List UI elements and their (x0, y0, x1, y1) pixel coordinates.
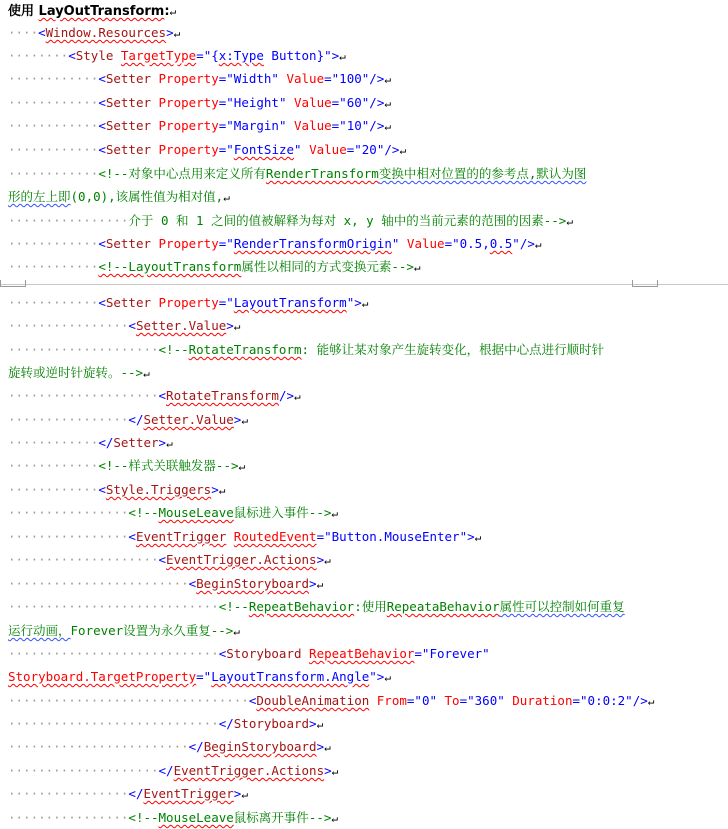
code-token: /> (519, 236, 535, 251)
indent-dots: ···················· (8, 388, 159, 403)
code-token: EventTrigger.Actions (166, 552, 317, 567)
code-token: Value (294, 118, 332, 133)
code-token: Storyboard (233, 716, 310, 731)
paragraph-mark-icon: ↵ (534, 238, 542, 251)
indent-dots: ················ (8, 412, 129, 427)
paragraph-mark-icon: ↵ (294, 390, 301, 403)
code-token: Property (158, 71, 219, 86)
code-token: ="0.5, (444, 236, 490, 251)
code-token: < (218, 646, 227, 661)
indent-dots: ············ (8, 71, 99, 86)
paragraph-mark-icon: ↵ (169, 5, 177, 18)
code-token: > (354, 295, 362, 310)
code-token: </ (128, 786, 144, 801)
paragraph-mark-icon: ↵ (384, 97, 391, 110)
code-token: : 能够让某对象产生旋转变化，根据中心点进行顺时针 (301, 342, 605, 357)
indent-dots: ········ (8, 48, 69, 63)
code-token: > (324, 763, 332, 778)
code-token: RoutedEvent (233, 529, 317, 544)
paragraph-mark-icon: ↵ (413, 261, 421, 274)
code-token: < (128, 529, 136, 544)
code-token: Setter.Value (135, 318, 227, 333)
paragraph-mark-icon: ↵ (316, 578, 324, 591)
code-token: < (98, 236, 106, 251)
code-token: EventTrigger.Actions (173, 763, 325, 778)
code-token: 属性以相同的方式变换元素--> (241, 259, 414, 274)
code-line (8, 574, 722, 594)
code-token: > (233, 412, 242, 427)
indent-dots: ···· (8, 25, 39, 40)
paragraph-mark-icon: ↵ (647, 695, 655, 708)
code-token: </ (98, 435, 114, 450)
code-token: ="0:0:2" (572, 693, 633, 708)
code-token: Property (158, 118, 219, 133)
paragraph-mark-icon: ↵ (166, 437, 173, 450)
code-token: Storyboard (226, 646, 310, 661)
code-token: <!--LayoutTransform (98, 259, 242, 274)
code-token: =" (218, 295, 234, 310)
code-token: ="Height" (218, 95, 295, 110)
paragraph-mark-icon: ↵ (339, 50, 346, 63)
code-token: Property (158, 236, 219, 251)
code-token: Value (309, 142, 347, 157)
paragraph-mark-icon: ↵ (324, 741, 331, 754)
paragraph-mark-icon: ↵ (143, 367, 150, 380)
code-token: Setter (105, 295, 159, 310)
code-token: > (316, 739, 325, 754)
code-token (226, 529, 234, 544)
code-token: > (316, 552, 325, 567)
code-token: < (158, 552, 167, 567)
code-token: LayoutTransform.Angle (211, 669, 370, 684)
code-token: RepeatBehavior (248, 599, 355, 614)
code-token: <!-- (158, 342, 189, 357)
code-token (369, 693, 377, 708)
indent-dots: ············ (8, 259, 99, 274)
indent-dots: ············ (8, 95, 99, 110)
code-token: 鼠标进入事件--> (233, 505, 332, 520)
indent-dots: ························ (8, 739, 189, 754)
indent-dots: ················ (8, 318, 129, 333)
indent-dots: ················ (8, 529, 129, 544)
code-token: 运行动画， (8, 623, 71, 638)
code-token: 属性可以控制如何重复 (499, 599, 625, 614)
code-token: < (188, 576, 197, 591)
code-line (8, 433, 722, 453)
code-token: Value (286, 71, 325, 86)
code-line (8, 386, 722, 406)
code-token: LayoutTransform (233, 295, 347, 310)
code-token: </ (218, 716, 234, 731)
code-token: Value (294, 95, 332, 110)
code-line (8, 316, 722, 336)
code-line (8, 456, 722, 476)
indent-dots: ············ (8, 166, 99, 181)
code-line (8, 363, 722, 383)
code-line (8, 257, 722, 277)
indent-dots: ················ (8, 505, 129, 520)
paragraph-mark-icon: ↵ (331, 812, 338, 825)
code-token: > (309, 576, 317, 591)
paragraph-mark-icon: ↵ (241, 414, 248, 427)
code-token: DoubleAnimation (256, 693, 370, 708)
code-token: =" (218, 236, 234, 251)
paragraph-mark-icon: ↵ (331, 507, 338, 520)
code-token: 使用 (8, 4, 39, 19)
code-line (8, 480, 722, 500)
code-token: EventTrigger (143, 786, 234, 801)
code-token: ="100" (324, 71, 370, 86)
code-token: ="10" (331, 118, 370, 133)
paragraph-mark-icon: ↵ (361, 297, 369, 310)
paragraph-mark-icon: ↵ (331, 765, 339, 778)
code-token: " (391, 236, 407, 251)
indent-dots: ············ (8, 142, 99, 157)
code-token: 介于 0 和 1 之间的值被解释为每对 x, y 轴中的当前元素的范围的因素--> (128, 213, 567, 228)
indent-dots: ················ (8, 810, 129, 825)
code-line (8, 503, 722, 523)
code-token: ="{ (196, 48, 219, 63)
code-token: Setter (105, 142, 159, 157)
code-token: FontSize (233, 142, 295, 157)
code-token: Setter (105, 95, 159, 110)
code-token: > (158, 435, 167, 450)
code-token: MouseLeave (158, 810, 234, 825)
code-token: Button}" (263, 48, 332, 63)
paragraph-mark-icon: ↵ (474, 531, 482, 544)
code-token: < (68, 48, 76, 63)
code-token: ="Width" (218, 71, 287, 86)
code-token: Setter (113, 435, 159, 450)
paragraph-mark-icon: ↵ (384, 120, 391, 133)
code-line (8, 116, 722, 136)
code-token: Window.Resources (45, 25, 167, 40)
indent-dots: ················ (8, 213, 129, 228)
code-token: Storyboard.TargetProperty (8, 669, 197, 684)
paragraph-mark-icon: ↵ (316, 718, 324, 731)
code-token: Forever设置为永久重复--> (70, 623, 234, 638)
paragraph-mark-icon: ↵ (173, 27, 181, 40)
code-token: < (98, 142, 106, 157)
code-token: ="Button.MouseEnter" (316, 529, 468, 544)
code-line (8, 621, 722, 641)
code-token: RotateTransform (188, 342, 302, 357)
code-token: > (309, 716, 317, 731)
code-token: > (233, 786, 242, 801)
indent-dots: ···················· (8, 552, 159, 567)
code-token: ="20" (346, 142, 385, 157)
code-token: Style.Triggers (105, 482, 212, 497)
code-token: ="360" (459, 693, 513, 708)
indent-dots: ············ (8, 118, 99, 133)
code-token: Value (406, 236, 445, 251)
code-token: /> (369, 95, 385, 110)
code-token: < (98, 118, 106, 133)
code-line (8, 93, 722, 113)
code-line (8, 187, 722, 207)
code-token: " (346, 295, 355, 310)
indent-dots: ························ (8, 576, 189, 591)
indent-dots: ············ (8, 482, 99, 497)
code-token: > (376, 669, 385, 684)
code-line (8, 761, 722, 781)
code-token: =" (218, 142, 234, 157)
paragraph-mark-icon: ↵ (238, 460, 246, 473)
code-token: (0,0),该属性值为相对值, (70, 189, 224, 204)
page-break-left-marker (0, 280, 26, 287)
code-line (8, 691, 722, 711)
code-token: > (226, 318, 234, 333)
page-break-right-marker (632, 280, 658, 287)
code-token: > (331, 48, 340, 63)
code-line (8, 597, 722, 617)
paragraph-mark-icon: ↵ (233, 625, 240, 638)
code-token: To (444, 693, 460, 708)
code-token: :使用 (354, 599, 387, 614)
indent-dots: ···························· (8, 599, 219, 614)
paragraph-mark-icon: ↵ (384, 73, 391, 86)
code-line (8, 140, 722, 160)
code-token: ="0" (406, 693, 445, 708)
code-token: ="Margin" (218, 118, 295, 133)
code-token: /> (278, 388, 294, 403)
code-token: Duration (512, 693, 573, 708)
code-token: Property (158, 295, 219, 310)
code-line (8, 527, 722, 547)
code-token: ="Forever" (414, 646, 498, 661)
code-line (8, 784, 722, 804)
code-token: RepeatBehavior (309, 646, 415, 661)
code-token: < (98, 71, 106, 86)
paragraph-mark-icon: ↵ (241, 788, 248, 801)
code-line (8, 550, 722, 570)
code-token: /> (632, 693, 648, 708)
code-token: <!--样式关联触发器--> (98, 458, 239, 473)
code-token: < (128, 318, 136, 333)
code-token: </ (128, 412, 144, 427)
code-token: TargetType (120, 48, 197, 63)
code-token: 形的左上即 (8, 189, 71, 204)
code-line (8, 808, 722, 828)
code-token: RenderTransformOrigin (233, 236, 392, 251)
code-token: < (38, 25, 46, 40)
code-token: < (248, 693, 257, 708)
code-line (8, 234, 722, 254)
code-token: LayOutTransform (38, 4, 165, 19)
code-line (8, 1, 722, 21)
indent-dots: ···················· (8, 763, 159, 778)
code-token: Property (158, 95, 219, 110)
code-token: Setter.Value (143, 412, 234, 427)
code-line (8, 737, 722, 757)
code-line (8, 46, 722, 66)
code-line (8, 644, 722, 664)
paragraph-mark-icon: ↵ (399, 144, 407, 157)
code-token: MouseLeave (158, 505, 234, 520)
paragraph-mark-icon: ↵ (324, 554, 331, 567)
code-token: < (98, 295, 106, 310)
code-token: " (294, 142, 310, 157)
indent-dots: ············ (8, 295, 99, 310)
code-token: EventTrigger (135, 529, 227, 544)
code-token: Setter (105, 118, 159, 133)
code-token: RotateTransform (166, 388, 279, 403)
code-token: x:Type (218, 48, 264, 63)
code-line (8, 410, 722, 430)
page-break-divider (0, 284, 728, 285)
code-token: =" (196, 669, 212, 684)
code-token: From (376, 693, 407, 708)
code-token: < (98, 95, 106, 110)
code-token: /> (369, 71, 385, 86)
code-token: > (166, 25, 174, 40)
code-line (8, 293, 722, 313)
code-token: RenderTransform (265, 166, 379, 181)
code-token: /> (384, 142, 400, 157)
paragraph-mark-icon: ↵ (384, 671, 391, 684)
indent-dots: ················ (8, 786, 129, 801)
indent-dots: ···························· (8, 646, 219, 661)
paragraph-mark-icon: ↵ (223, 191, 230, 204)
code-token: ="60" (331, 95, 370, 110)
indent-dots: ············ (8, 458, 99, 473)
code-token: < (98, 482, 106, 497)
code-token: Property (158, 142, 219, 157)
code-token: 0.5 (489, 236, 513, 251)
indent-dots: ············ (8, 236, 99, 251)
indent-dots: ············ (8, 435, 99, 450)
code-line (8, 69, 722, 89)
code-token: > (211, 482, 219, 497)
code-token: 旋转或逆时针旋转。--> (8, 365, 144, 380)
code-line (8, 23, 722, 43)
code-token: </ (158, 763, 174, 778)
code-token: </ (188, 739, 204, 754)
code-token: Setter (105, 236, 159, 251)
code-token: Setter (105, 71, 159, 86)
code-line (8, 667, 722, 687)
code-line (8, 211, 722, 231)
code-token: < (158, 388, 167, 403)
code-line (8, 340, 722, 360)
code-line (8, 164, 722, 184)
indent-dots: ································ (8, 693, 249, 708)
code-token: 鼠标离开事件--> (233, 810, 332, 825)
paragraph-mark-icon: ↵ (218, 484, 226, 497)
code-token: <!-- (128, 810, 159, 825)
indent-dots: ···················· (8, 342, 159, 357)
code-token: <!-- (128, 505, 159, 520)
code-token: 变换中相对位置的的参考点,默认为图 (378, 166, 587, 181)
code-line (8, 714, 722, 734)
code-token: > (467, 529, 475, 544)
code-token: <!-- (218, 599, 249, 614)
paragraph-mark-icon: ↵ (233, 320, 241, 333)
code-token: " (512, 236, 520, 251)
code-token: BeginStoryboard (196, 576, 310, 591)
code-token: <!--对象中心点用来定义所有 (98, 166, 266, 181)
code-token: : (164, 4, 170, 19)
code-token: RepeataBehavior (386, 599, 500, 614)
code-token: " (369, 669, 377, 684)
code-token: Style (75, 48, 121, 63)
paragraph-mark-icon: ↵ (566, 215, 573, 228)
indent-dots: ···························· (8, 716, 219, 731)
code-token: BeginStoryboard (203, 739, 317, 754)
code-token: /> (369, 118, 385, 133)
